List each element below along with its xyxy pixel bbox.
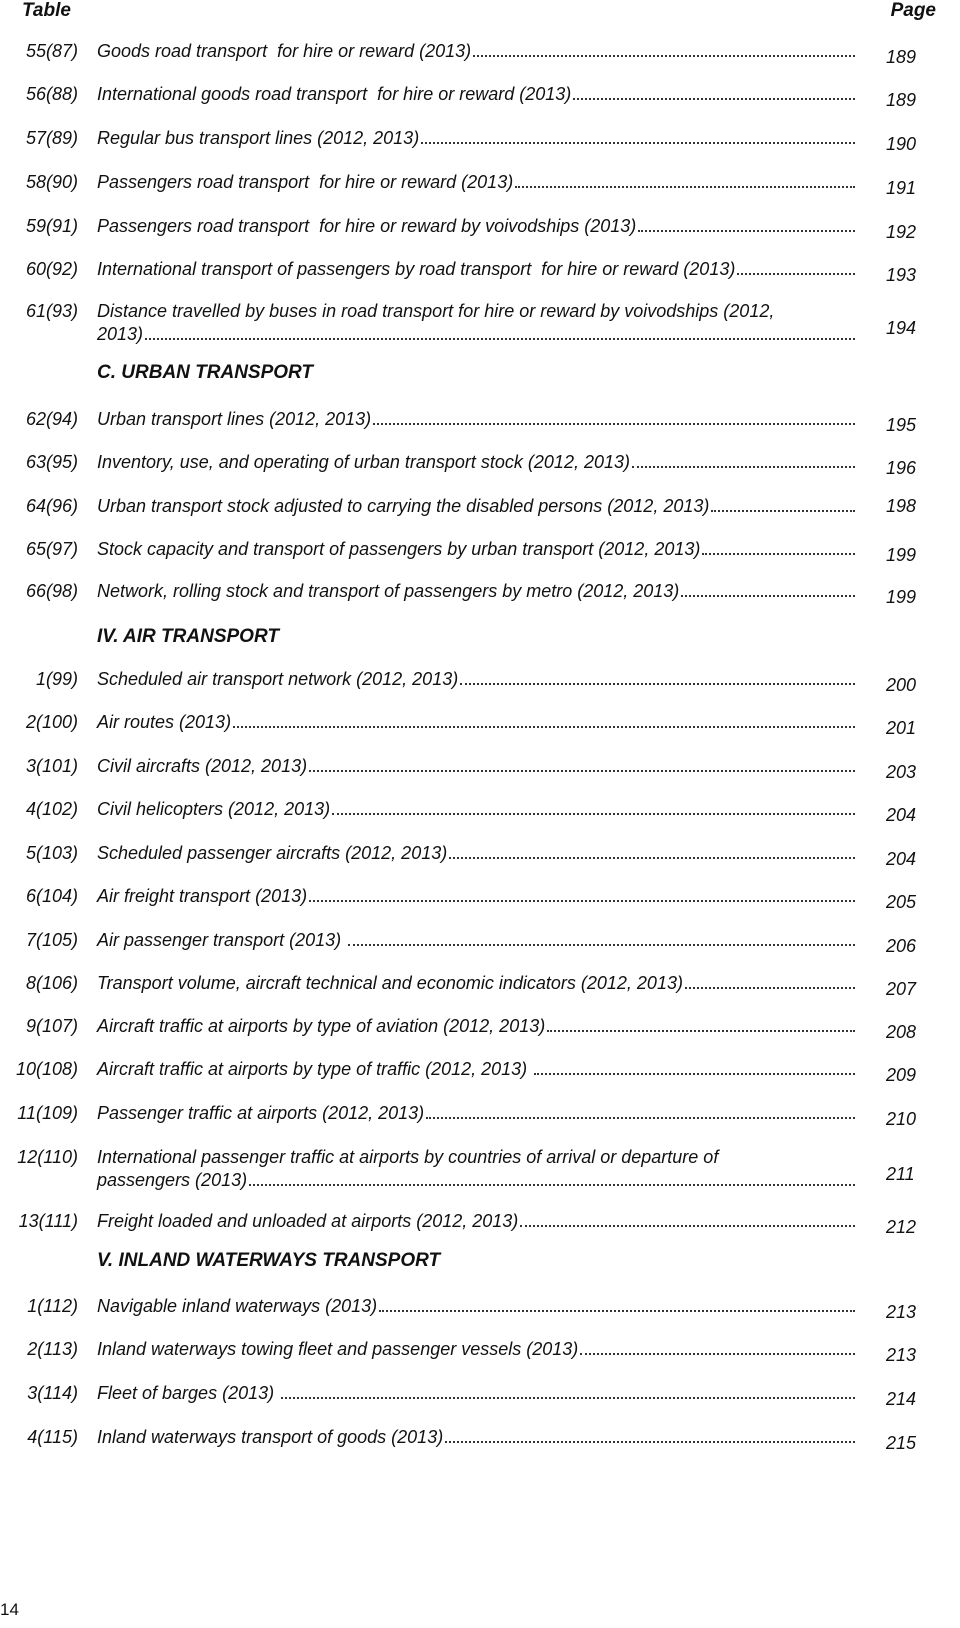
dot-leader bbox=[520, 1224, 855, 1227]
entry-title bbox=[97, 83, 867, 105]
page-number-ref: 214 bbox=[886, 1389, 917, 1409]
table-number: 13(111) bbox=[18, 1211, 78, 1231]
entry-title-text: Distance travelled by buses in road transport for hire or reward by voivodships (2012, bbox=[97, 301, 775, 321]
page-number-ref: 195 bbox=[886, 415, 917, 435]
entry-title bbox=[97, 1426, 867, 1448]
entry-title bbox=[97, 580, 867, 602]
page-number-ref: 205 bbox=[886, 892, 917, 912]
entry-title-text: International goods road transport for hire or reward (2013) bbox=[97, 84, 572, 104]
page-number-ref: 213 bbox=[886, 1345, 917, 1365]
page-number-ref: 207 bbox=[886, 979, 917, 999]
entry-title-text: Passenger traffic at airports (2012, 2013) bbox=[97, 1103, 425, 1123]
table-number: 2(113) bbox=[27, 1339, 78, 1359]
dot-leader bbox=[534, 1072, 855, 1075]
dot-leader bbox=[309, 899, 855, 902]
table-number: 63(95) bbox=[25, 452, 78, 472]
dot-leader bbox=[445, 1440, 855, 1443]
entry-title-text: Passengers road transport for hire or reward by voivodships (2013) bbox=[97, 216, 637, 236]
entry-title bbox=[97, 258, 867, 280]
dot-leader bbox=[685, 986, 855, 989]
entry-title bbox=[97, 300, 867, 346]
page-number-ref: 190 bbox=[886, 134, 917, 154]
entry-title-text: Transport volume, aircraft technical and economic indicators (2012, 2013) bbox=[97, 973, 683, 993]
page-number-ref: 208 bbox=[886, 1022, 917, 1042]
entry-title-text: Air freight transport (2013) bbox=[97, 886, 308, 906]
table-number: 4(115) bbox=[27, 1427, 78, 1447]
table-number: 65(97) bbox=[25, 539, 78, 559]
page-number-ref: 212 bbox=[886, 1217, 917, 1237]
entry-title-text: Passengers road transport for hire or reward (2013) bbox=[97, 172, 514, 192]
table-number: 5(103) bbox=[25, 843, 78, 863]
dot-leader bbox=[711, 509, 855, 512]
entry-title bbox=[97, 711, 867, 733]
page-number-ref: 203 bbox=[886, 762, 917, 782]
table-number: 4(102) bbox=[25, 799, 78, 819]
page-number-ref: 199 bbox=[886, 587, 917, 607]
entry-title bbox=[97, 798, 867, 820]
table-number: 11(109) bbox=[17, 1103, 78, 1123]
entry-title bbox=[97, 1015, 867, 1037]
entry-title-text: Freight loaded and unloaded at airports (2012, 2013) bbox=[97, 1211, 519, 1231]
page-number-ref: 204 bbox=[886, 805, 917, 825]
dot-leader bbox=[373, 422, 855, 425]
table-number: 59(91) bbox=[25, 216, 78, 236]
entry-title bbox=[97, 755, 867, 777]
dot-leader bbox=[332, 812, 855, 815]
entry-title-text: Urban transport lines (2012, 2013) bbox=[97, 409, 372, 429]
dot-leader bbox=[379, 1309, 855, 1312]
table-number: 60(92) bbox=[25, 259, 78, 279]
entry-title-text: Civil helicopters (2012, 2013) bbox=[97, 799, 331, 819]
entry-title bbox=[97, 408, 867, 430]
entry-title-text: Inland waterways transport of goods (2013) bbox=[97, 1427, 444, 1447]
table-number: 6(104) bbox=[25, 886, 78, 906]
table-number: 62(94) bbox=[25, 409, 78, 429]
dot-leader bbox=[309, 769, 855, 772]
page-number-ref: 201 bbox=[886, 718, 917, 738]
entry-title-text: Aircraft traffic at airports by type of aviation (2012, 2013) bbox=[97, 1016, 546, 1036]
entry-title bbox=[97, 40, 867, 62]
page-number-ref: 189 bbox=[886, 90, 917, 110]
entry-title-text: Aircraft traffic at airports by type of traffic (2012, 2013) bbox=[97, 1059, 533, 1079]
table-number: 55(87) bbox=[25, 41, 78, 61]
table-number: 56(88) bbox=[25, 84, 78, 104]
dot-leader bbox=[145, 337, 855, 340]
entry-title bbox=[97, 1102, 867, 1124]
table-number: 1(99) bbox=[35, 669, 78, 689]
entry-title bbox=[97, 451, 867, 473]
entry-title bbox=[97, 1295, 867, 1317]
table-number: 66(98) bbox=[25, 581, 78, 601]
entry-title bbox=[97, 972, 867, 994]
dot-leader bbox=[515, 185, 855, 188]
entry-title-text: Stock capacity and transport of passengers by urban transport (2012, 2013) bbox=[97, 539, 701, 559]
page-number-ref: 198 bbox=[886, 496, 917, 516]
table-number: 57(89) bbox=[25, 128, 78, 148]
entry-title-text: Air routes (2013) bbox=[97, 712, 232, 732]
dot-leader bbox=[460, 682, 855, 685]
entry-title bbox=[97, 538, 867, 560]
entry-title bbox=[97, 1338, 867, 1360]
dot-leader bbox=[348, 943, 855, 946]
entry-title bbox=[97, 885, 867, 907]
page-number-ref: 199 bbox=[886, 545, 917, 565]
table-number: 2(100) bbox=[25, 712, 78, 732]
table-number: 7(105) bbox=[25, 930, 78, 950]
entry-title-continuation: passengers (2013) bbox=[97, 1170, 248, 1190]
table-number: 8(106) bbox=[25, 973, 78, 993]
entry-title-continuation: 2013) bbox=[97, 324, 144, 344]
dot-leader bbox=[638, 229, 855, 232]
section-heading-urban: C. URBAN TRANSPORT bbox=[97, 362, 314, 383]
page-number-ref: 206 bbox=[886, 936, 917, 956]
page-column-header: Page bbox=[890, 0, 936, 21]
entry-title-text: Air passenger transport (2013) bbox=[97, 930, 347, 950]
entry-title-text: Inland waterways towing fleet and passenger vessels (2013) bbox=[97, 1339, 579, 1359]
page-number-ref: 200 bbox=[886, 675, 917, 695]
entry-title bbox=[97, 171, 867, 193]
entry-title bbox=[97, 668, 867, 690]
entry-title-text: Civil aircrafts (2012, 2013) bbox=[97, 756, 308, 776]
section-heading-inland: V. INLAND WATERWAYS TRANSPORT bbox=[97, 1250, 441, 1271]
entry-title bbox=[97, 495, 867, 517]
page-number-ref: 196 bbox=[886, 458, 917, 478]
entry-title-text: Scheduled passenger aircrafts (2012, 2013) bbox=[97, 843, 448, 863]
entry-title-text: Regular bus transport lines (2012, 2013) bbox=[97, 128, 420, 148]
entry-title bbox=[97, 842, 867, 864]
dot-leader bbox=[421, 141, 855, 144]
entry-title-text: Navigable inland waterways (2013) bbox=[97, 1296, 378, 1316]
table-number: 61(93) bbox=[25, 301, 78, 321]
entry-title-text: Urban transport stock adjusted to carrying the disabled persons (2012, 2013) bbox=[97, 496, 710, 516]
page-number-ref: 194 bbox=[886, 318, 917, 338]
dot-leader bbox=[449, 856, 855, 859]
table-number: 9(107) bbox=[25, 1016, 78, 1036]
dot-leader bbox=[580, 1352, 855, 1355]
dot-leader bbox=[702, 552, 855, 555]
dot-leader bbox=[473, 54, 855, 57]
page-number-ref: 204 bbox=[886, 849, 917, 869]
page-number-ref: 215 bbox=[886, 1433, 917, 1453]
entry-title-text: Inventory, use, and operating of urban transport stock (2012, 2013) bbox=[97, 452, 630, 472]
dot-leader bbox=[681, 594, 855, 597]
entry-title bbox=[97, 1210, 867, 1232]
entry-title-text: International passenger traffic at airports by countries of arrival or departure of bbox=[97, 1147, 719, 1167]
entry-title-text: International transport of passengers by road transport for hire or reward (2013) bbox=[97, 259, 736, 279]
dot-leader bbox=[233, 725, 855, 728]
entry-title bbox=[97, 215, 867, 237]
dot-leader bbox=[573, 97, 855, 100]
entry-title-text: Fleet of barges (2013) bbox=[97, 1383, 280, 1403]
entry-title bbox=[97, 929, 867, 951]
table-number: 3(101) bbox=[25, 756, 78, 776]
page-number-ref: 213 bbox=[886, 1302, 917, 1322]
entry-title bbox=[97, 1058, 867, 1080]
table-number: 10(108) bbox=[15, 1059, 78, 1079]
entry-title bbox=[97, 1382, 867, 1404]
page-number-ref: 211 bbox=[886, 1164, 915, 1184]
entry-title-text: Scheduled air transport network (2012, 2013) bbox=[97, 669, 459, 689]
dot-leader bbox=[737, 272, 855, 275]
page-number-ref: 192 bbox=[886, 222, 917, 242]
page-number-ref: 191 bbox=[886, 178, 917, 198]
table-number: 3(114) bbox=[27, 1383, 78, 1403]
page-number-ref: 193 bbox=[886, 265, 917, 285]
dot-leader bbox=[547, 1029, 855, 1032]
entry-title-text: Network, rolling stock and transport of passengers by metro (2012, 2013) bbox=[97, 581, 680, 601]
entry-title bbox=[97, 1146, 867, 1192]
table-number: 1(112) bbox=[27, 1296, 78, 1316]
dot-leader bbox=[426, 1116, 855, 1119]
entry-title-text: Goods road transport for hire or reward (2013) bbox=[97, 41, 472, 61]
page-number-ref: 209 bbox=[886, 1065, 917, 1085]
section-heading-air: IV. AIR TRANSPORT bbox=[97, 626, 279, 647]
dot-leader bbox=[281, 1396, 855, 1399]
table-column-header: Table bbox=[22, 0, 71, 21]
dot-leader bbox=[632, 465, 855, 468]
page-number-ref: 210 bbox=[886, 1109, 917, 1129]
dot-leader bbox=[249, 1183, 855, 1186]
page-number-ref: 189 bbox=[886, 47, 917, 67]
table-number: 64(96) bbox=[25, 496, 78, 516]
table-number: 12(110) bbox=[17, 1147, 78, 1167]
table-number: 58(90) bbox=[25, 172, 78, 192]
page-number: 14 bbox=[0, 1600, 19, 1619]
entry-title bbox=[97, 127, 867, 149]
